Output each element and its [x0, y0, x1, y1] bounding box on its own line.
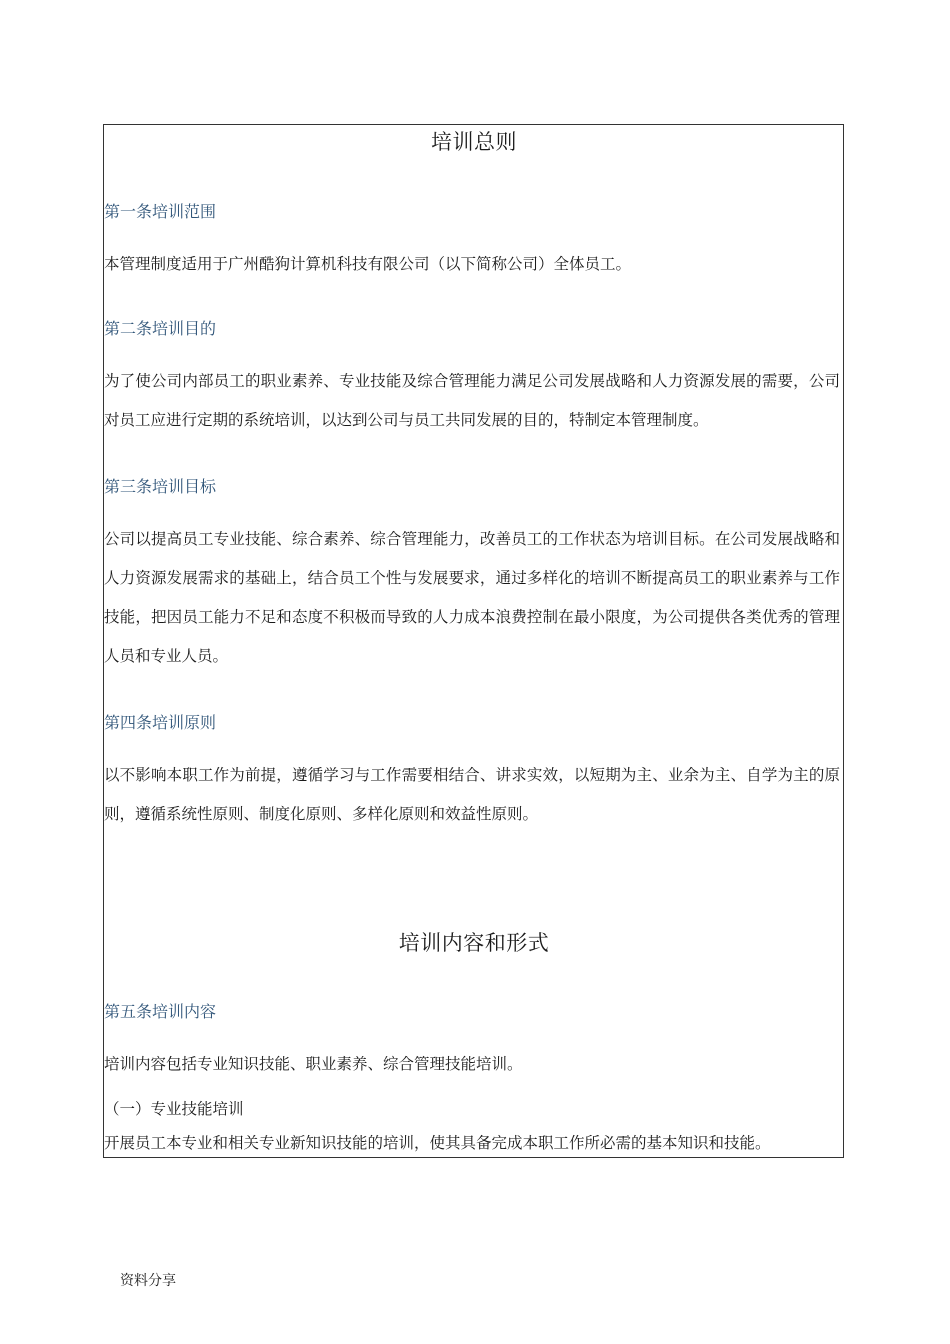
article-4-heading: 第四条培训原则 — [104, 713, 217, 732]
article-3-heading: 第三条培训目标 — [104, 477, 217, 496]
article-2-body: 为了使公司内部员工的职业素养、专业技能及综合管理能力满足公司发展战略和人力资源发展的需要，公司对员工应进行定期的系统培训，以达到公司与员工共同发展的目的，特制定本管理制度。 — [104, 372, 840, 429]
article-3-body: 公司以提高员工专业技能、综合素养、综合管理能力，改善员工的工作状态为培训目标。在公司发展战略和人力资源发展需求的基础上，结合员工个性与发展要求，通过多样化的培训不断提高员工的职业素养与工作技能，把因员工能力不足和态度不积极而导致的人力成本浪费控制在最小限度，为公司提供各类优秀的管理人员和专业人员。 — [104, 530, 840, 665]
section-title-content: 培训内容和形式 — [398, 931, 550, 955]
footer-note: 资料分享 — [120, 1273, 176, 1289]
article-4-body: 以不影响本职工作为前提，遵循学习与工作需要相结合、讲求实效，以短期为主、业余为主、自学为主的原则，遵循系统性原则、制度化原则、多样化原则和效益性原则。 — [104, 766, 840, 823]
article-5-subheading: （一）专业技能培训 — [104, 1100, 244, 1118]
article-5-subbody: 开展员工本专业和相关专业新知识技能的培训，使其具备完成本职工作所必需的基本知识和技能。 — [104, 1134, 771, 1152]
article-5-heading: 第五条培训内容 — [104, 1002, 217, 1021]
article-1-heading: 第一条培训范围 — [104, 202, 217, 221]
section-title-general: 培训总则 — [431, 130, 517, 154]
article-2-heading: 第二条培训目的 — [104, 319, 217, 338]
article-5-body: 培训内容包括专业知识技能、职业素养、综合管理技能培训。 — [104, 1055, 523, 1073]
article-1-body: 本管理制度适用于广州酷狗计算机科技有限公司（以下简称公司）全体员工。 — [104, 255, 632, 273]
